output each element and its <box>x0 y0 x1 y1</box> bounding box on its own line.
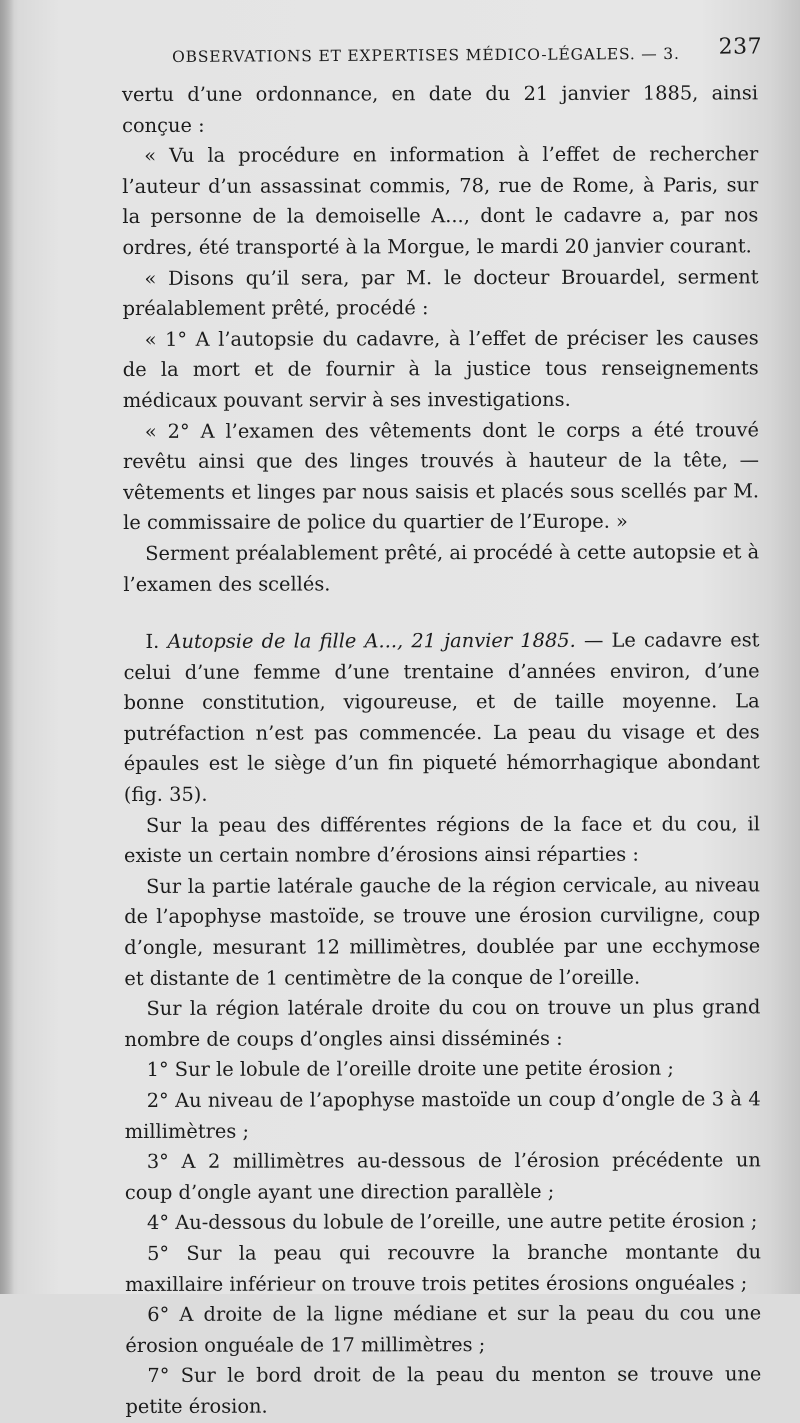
list-item: 2° Au niveau de l’apophyse mastoïde un coup d’ongle de 3 à 4 millimètres ; <box>124 1087 761 1143</box>
paragraph-disons: « Disons qu’il sera, par M. le docteur Brouardel, serment préalablement prêté, procédé : <box>122 264 759 321</box>
paragraph-serment: Serment préalablement prêté, ai procédé à cette autopsie et à l’examen des scellés. <box>123 540 760 596</box>
page-body <box>122 78 762 1422</box>
section-autopsie <box>123 625 759 810</box>
paragraph-continuation: vertu d’une ordonnance, en date du 21 janvier 1885, ainsi conçue : <box>122 81 759 137</box>
list-item: 1° Sur le lobule de l’oreille droite une petite érosion ; <box>146 1056 674 1082</box>
section-title: Autopsie de la fille A..., 21 janvier 1885. <box>167 628 576 653</box>
list-item: 5° Sur la peau qui recouvre la branche montante du maxillaire inférieur on trouve trois petites érosions onguéales ; <box>125 1240 762 1296</box>
page-number: 237 <box>718 34 763 60</box>
paragraph-erosions-intro: Sur la peau des différentes régions de la face et du cou, il existe un certain nombre d’érosions ainsi réparties : <box>124 811 760 868</box>
paragraph-ordonnance-quote: « Vu la procédure en information à l’effet de rechercher l’auteur d’un assassinat commis, 78, rue de Rome, à Paris, sur la personne de la demoiselle A..., dont le cadavre a, par nos ordres, été transporté à la Morgue, le mardi 20 janvier courant. <box>122 142 759 259</box>
paragraph-partie-gauche: Sur la partie latérale gauche de la région cervicale, au niveau de l’apophyse mastoïde, se trouve une érosion curviligne, coup d’ongle, mesurant 12 millimètres, doublée par une ecchymose et distante de 1 centimètre de la conque de l’oreille. <box>124 873 761 990</box>
list-item: 3° A 2 millimètres au-dessous de l’érosion précédente un coup d’ongle ayant une direction parallèle ; <box>124 1148 761 1204</box>
list-item: 7° Sur le bord droit de la peau du menton se trouve une petite érosion. <box>125 1362 762 1418</box>
paragraph-autopsie-order: « 1° A l’autopsie du cadavre, à l’effet de préciser les causes de la mort et de fournir à la justice tous renseignements médicaux pouvant servir à ses investigations. <box>122 326 759 412</box>
page-header <box>172 34 762 72</box>
page-gutter-shadow <box>0 0 14 1294</box>
section-text: — Le cadavre est celui d’une femme d’une trentaine d’années environ, d’une bonne constitution, vigoureuse, et de taille moyenne. La putréfaction n’est pas commencée. La peau du visage et des épaules est le siège d’un fin piqueté hémorrhagique abondant (fig. 35). <box>123 628 760 807</box>
list-item: 4° Au-dessous du lobule de l’oreille, une autre petite érosion ; <box>146 1209 758 1235</box>
section-number: I. <box>145 629 160 654</box>
list-item: 6° A droite de la ligne médiane et sur la peau du cou une érosion onguéale de 17 millimètres ; <box>125 1301 762 1357</box>
paragraph-region-droite: Sur la région latérale droite du cou on trouve un plus grand nombre de coups d’ongles ainsi disséminés : <box>124 995 761 1051</box>
paragraph-examen-order: « 2° A l’examen des vêtements dont le corps a été trouvé revêtu ainsi que des linges trouvés à hauteur de la tête, — vêtements et linges par nous saisis et placés sous scellés par M. le commissaire de police du quartier de l’Europe. » <box>122 417 760 535</box>
running-title: OBSERVATIONS ET EXPERTISES MÉDICO-LÉGALES. — 3. <box>172 44 680 66</box>
